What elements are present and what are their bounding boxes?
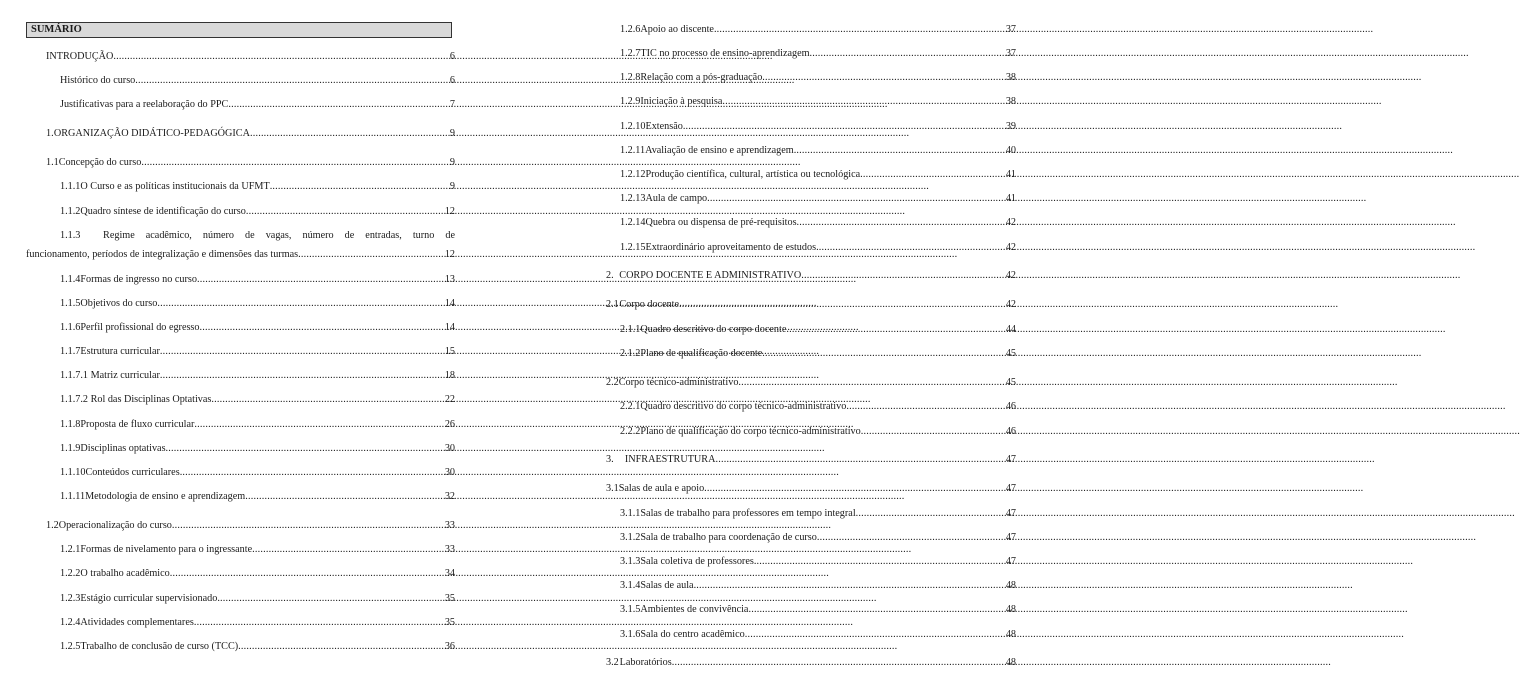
toc-page-number: 38: [1005, 96, 1016, 107]
toc-entry[interactable]: [60, 98, 455, 112]
toc-entry-title: O Curso e as políticas institucionais da UFMT: [80, 181, 270, 192]
toc-entry[interactable]: [620, 628, 1016, 642]
toc-entry-number: 1.2.2: [60, 568, 81, 579]
toc-entry-number: 2.1: [606, 299, 619, 310]
toc-page-number: 14: [444, 298, 455, 309]
toc-entry[interactable]: [606, 482, 1016, 496]
toc-page-number: 48: [1005, 580, 1016, 591]
toc-page-number: 41: [1005, 193, 1016, 204]
toc-leader-dots: [252, 543, 444, 557]
toc-page-number: 48: [1005, 604, 1016, 615]
toc-leader-dots: [786, 323, 1004, 337]
toc-entry-number: 2.1.2: [620, 348, 641, 359]
toc-entry-number: 1.2.7: [620, 48, 641, 59]
toc-entry[interactable]: [620, 168, 1016, 182]
toc-entry-title: funcionamento, períodos de integralização e dimensões das turmas: [26, 249, 299, 260]
toc-page-number: 46: [1005, 401, 1016, 412]
toc-entry-title: Quadro síntese de identificação do curso: [80, 206, 246, 217]
toc-leader-dots: [762, 347, 1005, 361]
toc-leader-dots: [810, 47, 1005, 61]
toc-entry-number: 1.2.8: [620, 72, 641, 83]
toc-entry-number: 1.1.2: [60, 206, 81, 217]
toc-page-number: 46: [1005, 426, 1016, 437]
toc-entry-number: 1.1.5: [60, 298, 81, 309]
toc-entry-title: Salas de aula e apoio: [618, 483, 705, 494]
toc-page-number: 32: [444, 491, 455, 502]
toc-entry-title: Laboratórios: [619, 657, 672, 668]
toc-entry[interactable]: [60, 490, 455, 504]
toc-leader-dots: [194, 418, 443, 432]
toc-entry-title: Ambientes de convivência: [640, 604, 749, 615]
toc-entry-title-word: acadêmico,: [145, 230, 192, 241]
toc-page-number: 42: [1005, 242, 1016, 253]
toc-page-number: 9: [449, 157, 455, 168]
toc-page-number: 42: [1005, 217, 1016, 228]
toc-entry-title-word: de: [344, 230, 355, 241]
toc-entry[interactable]: [620, 120, 1016, 134]
toc-entry-title-word: de: [245, 230, 255, 241]
toc-page-number: 12: [444, 249, 455, 260]
toc-leader-dots: [738, 376, 1004, 390]
toc-page-number: 12: [444, 206, 455, 217]
toc-leader-dots: [861, 425, 1005, 439]
toc-entry-title: Apoio ao discente: [640, 24, 714, 35]
toc-page-number: 41: [1005, 169, 1016, 180]
toc-entry[interactable]: [620, 531, 1016, 545]
toc-page-number: 15: [444, 346, 455, 357]
toc-entry-number: 1.1.7: [60, 346, 81, 357]
toc-entry-number: 3.1.1: [620, 508, 641, 519]
toc-entry-title: Objetivos do curso: [80, 298, 158, 309]
toc-entry-title-word: Regime: [103, 230, 135, 241]
toc-entry[interactable]: [620, 216, 1016, 230]
toc-page-number: 34: [444, 568, 455, 579]
toc-page-number: 30: [444, 443, 455, 454]
toc-page-number: 30: [444, 467, 455, 478]
toc-entry[interactable]: [620, 603, 1016, 617]
toc-entry[interactable]: [46, 519, 455, 533]
toc-entry-number: 3.2: [606, 657, 619, 668]
toc-entry-title: Histórico do curso: [60, 75, 136, 86]
toc-leader-dots: [801, 269, 1005, 283]
toc-entry-number: 1.1.11: [60, 491, 86, 502]
toc-entry-number: 1.2.10: [620, 121, 646, 132]
toc-leader-dots: [797, 216, 1005, 230]
toc-entry-title: O trabalho acadêmico: [80, 568, 170, 579]
toc-entry[interactable]: [60, 321, 455, 335]
toc-entry[interactable]: [60, 543, 455, 557]
toc-entry-number: 2.: [606, 270, 614, 281]
toc-leader-dots: [694, 579, 1005, 593]
toc-leader-dots: [816, 241, 1005, 255]
toc-entry-number: 1.2.13: [620, 193, 646, 204]
toc-entry-title: Metodologia de ensino e aprendizagem: [85, 491, 246, 502]
toc-entry-number: 1.2.3: [60, 593, 81, 604]
toc-leader-dots: [679, 298, 1005, 312]
toc-leader-dots: [846, 400, 1004, 414]
toc-leader-dots: [170, 567, 444, 581]
toc-page-number: 48: [1005, 657, 1016, 668]
toc-page-number: 35: [444, 593, 455, 604]
toc-entry-number: 3.1.4: [620, 580, 641, 591]
toc-leader-dots: [135, 74, 449, 88]
toc-entry-title: 1.1.7.2 Rol das Disciplinas Optativas: [60, 394, 212, 405]
toc-entry-title: Iniciação à pesquisa: [640, 96, 723, 107]
toc-entry-title: Sala de trabalho para coordenação de curso: [640, 532, 817, 543]
toc-leader-dots: [856, 507, 1005, 521]
toc-leader-dots: [113, 50, 449, 64]
toc-entry[interactable]: [620, 23, 1016, 37]
toc-leader-dots: [714, 23, 1005, 37]
toc-page-number: 22: [444, 394, 455, 405]
toc-entry[interactable]: [620, 192, 1016, 206]
toc-entry-title: Disciplinas optativas: [80, 443, 166, 454]
toc-page-number: 48: [1005, 629, 1016, 640]
toc-entry-title: Estrutura curricular: [80, 346, 160, 357]
toc-entry[interactable]: [620, 323, 1016, 337]
toc-page-number: 13: [444, 274, 455, 285]
toc-entry-number: 1.2: [46, 520, 59, 531]
toc-page-number: 35: [444, 617, 455, 628]
toc-leader-dots: [794, 144, 1005, 158]
toc-leader-dots: [197, 273, 444, 287]
toc-entry[interactable]: [60, 74, 455, 88]
toc-entry-title: Produção científica, cultural, artística ou tecnológica: [645, 169, 861, 180]
toc-entry[interactable]: [620, 555, 1016, 569]
toc-page-number: 42: [1005, 270, 1016, 281]
toc-leader-dots: [860, 168, 1005, 182]
toc-entry-number: 1.: [46, 128, 54, 139]
toc-leader-dots: [817, 531, 1005, 545]
toc-entry[interactable]: [620, 71, 1016, 85]
toc-page-number: 37: [1005, 48, 1016, 59]
toc-page-number: 26: [444, 419, 455, 430]
toc-entry-title: INFRAESTRUTURA: [624, 454, 716, 465]
toc-entry-number: 1.1.4: [60, 274, 81, 285]
toc-page-number: 44: [1005, 324, 1016, 335]
toc-page-number: 18: [444, 370, 455, 381]
toc-entry-title: Operacionalização do curso: [58, 520, 172, 531]
toc-entry[interactable]: [620, 241, 1016, 255]
toc-entry-title: Aula de campo: [645, 193, 708, 204]
toc-entry-title: Perfil profissional do egresso: [80, 322, 200, 333]
toc-page-number: 6: [449, 51, 455, 62]
toc-entry-title: Proposta de fluxo curricular: [80, 419, 195, 430]
toc-entry-number: 3.1.5: [620, 604, 641, 615]
toc-entry-title: Quadro descritivo do corpo técnico-administrativo: [640, 401, 847, 412]
toc-entry-title: Quebra ou dispensa de pré-requisitos: [645, 217, 797, 228]
toc-entry[interactable]: [60, 616, 455, 630]
toc-leader-dots: [748, 603, 1004, 617]
toc-entry-title: Conteúdos curriculares: [85, 467, 180, 478]
toc-leader-dots: [228, 98, 449, 112]
toc-leader-dots: [180, 466, 444, 480]
toc-entry-number: 1.2.5: [60, 641, 81, 652]
toc-leader-dots: [745, 628, 1005, 642]
toc-entry[interactable]: [606, 269, 1016, 283]
toc-entry-title: ORGANIZAÇÃO DIDÁTICO-PEDAGÓGICA: [53, 128, 250, 139]
toc-leader-dots: [246, 205, 444, 219]
toc-entry[interactable]: [620, 579, 1016, 593]
toc-entry-title: INTRODUÇÃO: [46, 51, 114, 62]
toc-entry[interactable]: [60, 466, 455, 480]
toc-entry-title: 1.1.7.1 Matriz curricular: [60, 370, 160, 381]
toc-entry-title: Corpo técnico-administrativo: [618, 377, 739, 388]
toc-leader-dots: [194, 616, 444, 630]
toc-entry[interactable]: [26, 248, 455, 262]
toc-entry-number: 1.2.15: [620, 242, 646, 253]
toc-page-number: 33: [444, 520, 455, 531]
toc-entry-number: 1.2.14: [620, 217, 646, 228]
toc-leader-dots: [141, 156, 449, 170]
toc-entry[interactable]: [620, 144, 1016, 158]
toc-entry-title: Relação com a pós-graduação: [640, 72, 763, 83]
toc-page-number: 6: [449, 75, 455, 86]
toc-entry[interactable]: [620, 347, 1016, 361]
toc-entry-title-word: vagas,: [265, 230, 292, 241]
toc-leader-dots: [707, 192, 1005, 206]
toc-entry[interactable]: [620, 400, 1016, 414]
toc-entry-number: 1.2.12: [620, 169, 646, 180]
toc-page-number: 47: [1005, 508, 1016, 519]
toc-entry-title-word: entradas,: [365, 230, 402, 241]
toc-leader-dots: [298, 248, 444, 262]
toc-leader-dots: [211, 393, 443, 407]
toc-entry-number: 1.1.10: [60, 467, 86, 478]
toc-entry-title: CORPO DOCENTE E ADMINISTRATIVO: [619, 270, 802, 281]
toc-leader-dots: [245, 490, 444, 504]
toc-entry-title: Quadro descritivo do corpo docente: [640, 324, 787, 335]
toc-page-number: 38: [1005, 72, 1016, 83]
toc-leader-dots: [166, 442, 444, 456]
toc-entry-title: Avaliação de ensino e aprendizagem: [645, 145, 794, 156]
toc-entry[interactable]: [60, 180, 455, 194]
toc-page-number: 9: [449, 128, 455, 139]
toc-entry-number: 1.2.1: [60, 544, 81, 555]
toc-entry-title: Plano de qualificação docente: [640, 348, 763, 359]
toc-entry-title-word: número: [202, 230, 235, 241]
toc-entry-number: 2.2.2: [620, 426, 641, 437]
toc-leader-dots: [683, 120, 1005, 134]
toc-entry-title: Sala do centro acadêmico: [640, 629, 745, 640]
toc-entry[interactable]: [60, 369, 455, 383]
toc-entry-title: Estágio curricular supervisionado: [80, 593, 218, 604]
toc-entry[interactable]: [60, 297, 455, 311]
toc-entry-number: 1.1.3: [60, 230, 81, 241]
toc-entry-title-word: turno: [412, 230, 435, 241]
toc-entry-number: 1.1.9: [60, 443, 81, 454]
toc-leader-dots: [160, 345, 444, 359]
toc-entry-title: Corpo docente: [619, 299, 680, 310]
toc-entry[interactable]: [60, 640, 455, 654]
toc-leader-dots: [754, 555, 1005, 569]
toc-entry[interactable]: [46, 50, 455, 64]
toc-leader-dots: [172, 519, 444, 533]
toc-entry-number: 1.2.4: [60, 617, 81, 628]
toc-entry-number: 1.2.11: [620, 145, 646, 156]
toc-page-number: 47: [1005, 556, 1016, 567]
toc-entry[interactable]: [620, 507, 1016, 521]
toc-leader-dots: [238, 640, 444, 654]
toc-page-number: 47: [1005, 454, 1016, 465]
toc-page-number: 36: [444, 641, 455, 652]
toc-page-number: 14: [444, 322, 455, 333]
toc-page-number: 47: [1005, 532, 1016, 543]
toc-entry-number: 3.1.6: [620, 629, 641, 640]
toc-entry-title: Justificativas para a reelaboração do PPC: [60, 99, 229, 110]
toc-entry-number: 1.2.6: [620, 24, 641, 35]
toc-entry[interactable]: [606, 656, 1016, 670]
toc-entry[interactable]: [620, 95, 1016, 109]
toc-entry-title: Concepção do curso: [58, 157, 142, 168]
toc-entry-title: TIC no processo de ensino-aprendizagem: [640, 48, 810, 59]
toc-entry-title: Trabalho de conclusão de curso (TCC): [80, 641, 239, 652]
toc-page-number: 33: [444, 544, 455, 555]
toc-entry-title: Extensão: [645, 121, 683, 132]
toc-page-number: 39: [1005, 121, 1016, 132]
toc-entry-title: Atividades complementares: [80, 617, 194, 628]
toc-entry-title: Plano de qualificação do corpo técnico-administrativo: [640, 426, 861, 437]
toc-entry-number: 3.1.3: [620, 556, 641, 567]
toc-entry-title: Salas de aula: [640, 580, 694, 591]
toc-entry[interactable]: [60, 345, 455, 359]
toc-leader-dots: [704, 482, 1005, 496]
toc-entry-wrapped-first-line[interactable]: [60, 229, 455, 243]
toc-leader-dots: [722, 95, 1004, 109]
toc-entry-number: 1.1.6: [60, 322, 81, 333]
toc-entry-number: 1.1.8: [60, 419, 81, 430]
toc-entry-title: Formas de nivelamento para o ingressante: [80, 544, 253, 555]
toc-entry-number: 2.1.1: [620, 324, 641, 335]
toc-entry-number: 3.1: [606, 483, 619, 494]
toc-page-number: 45: [1005, 348, 1016, 359]
toc-entry-title: Extraordinário aproveitamento de estudos: [645, 242, 817, 253]
toc-page-number: 42: [1005, 299, 1016, 310]
toc-entry-number: 3.: [606, 454, 614, 465]
toc-entry-title: Formas de ingresso no curso: [80, 274, 197, 285]
toc-entry[interactable]: [60, 205, 455, 219]
toc-entry[interactable]: [60, 418, 455, 432]
toc-entry[interactable]: [60, 442, 455, 456]
toc-leader-dots: [160, 369, 444, 383]
toc-entry[interactable]: [60, 592, 455, 606]
toc-entry-title: Salas de trabalho para professores em tempo integral: [640, 508, 856, 519]
toc-page-number: 47: [1005, 483, 1016, 494]
toc-leader-dots: [250, 127, 449, 141]
toc-leader-dots: [762, 71, 1005, 85]
toc-page-number: 45: [1005, 377, 1016, 388]
toc-page-number: 7: [449, 99, 455, 110]
toc-leader-dots: [672, 656, 1005, 670]
toc-leader-dots: [200, 321, 444, 335]
toc-entry-title-word: número: [302, 230, 334, 241]
toc-entry-number: 2.2: [606, 377, 619, 388]
toc-header: SUMÁRIO: [26, 22, 452, 38]
toc-entry[interactable]: [606, 453, 1016, 467]
toc-leader-dots: [715, 453, 1004, 467]
toc-entry-number: 3.1.2: [620, 532, 641, 543]
toc-entry-number: 2.2.1: [620, 401, 641, 412]
toc-leader-dots: [270, 180, 449, 194]
toc-entry-title-word: de: [445, 230, 455, 241]
toc-entry-number: 1.1: [46, 157, 59, 168]
toc-entry[interactable]: [606, 298, 1016, 312]
toc-entry-number: 1.2.9: [620, 96, 641, 107]
toc-entry[interactable]: [60, 273, 455, 287]
toc-page-number: 9: [449, 181, 455, 192]
toc-entry[interactable]: [60, 567, 455, 581]
toc-entry[interactable]: [620, 47, 1016, 61]
toc-page-number: 40: [1005, 145, 1016, 156]
toc-entry-title: Sala coletiva de professores: [640, 556, 754, 567]
toc-leader-dots: [157, 297, 443, 311]
toc-entry[interactable]: [620, 425, 1016, 439]
toc-leader-dots: [217, 592, 444, 606]
toc-page-number: 37: [1005, 24, 1016, 35]
toc-entry[interactable]: [606, 376, 1016, 390]
toc-entry-number: 1.1.1: [60, 181, 81, 192]
toc-entry[interactable]: [46, 156, 455, 170]
toc-entry[interactable]: [60, 393, 455, 407]
toc-entry[interactable]: [46, 127, 455, 141]
